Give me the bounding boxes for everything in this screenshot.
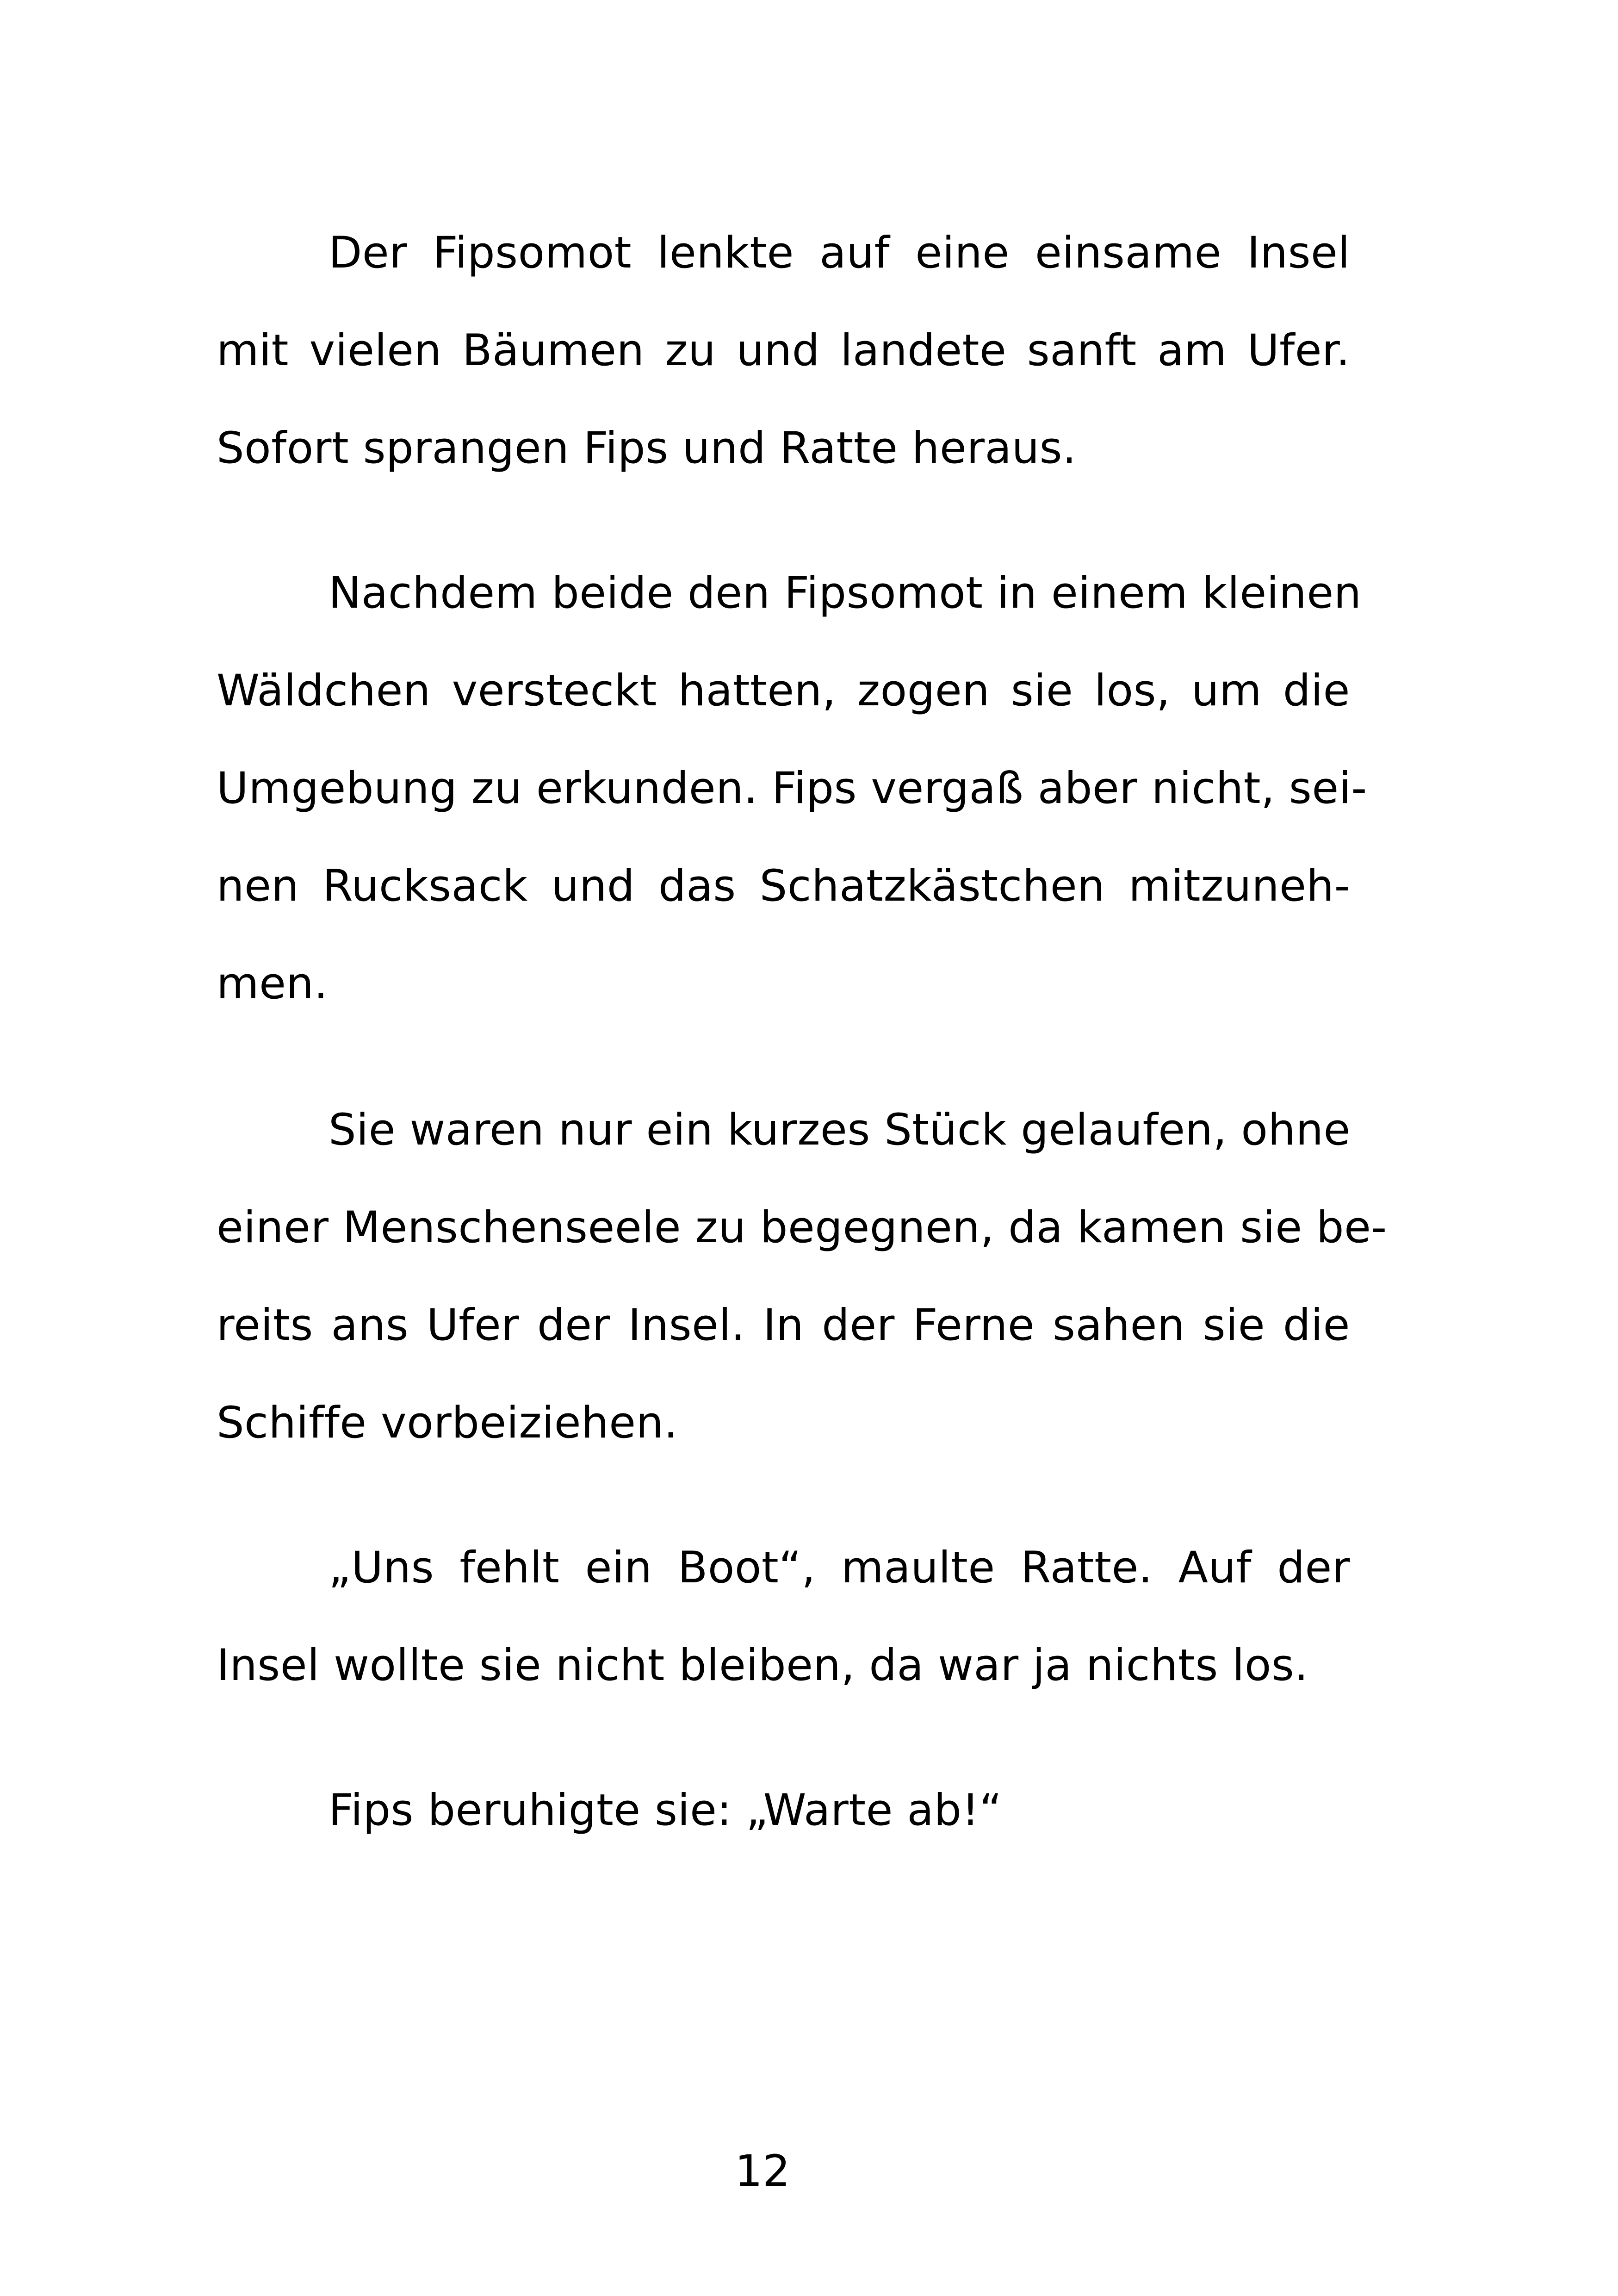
page-number: 12 <box>735 2146 790 2196</box>
paragraph-2-line-5: men. <box>217 958 328 1009</box>
paragraph-1-line-3: Sofort sprangen Fips und Ratte heraus. <box>217 423 1077 473</box>
paragraph-1-line-1: Der Fipsomot lenkte auf eine einsame Insel <box>329 228 1350 278</box>
paragraph-4-line-2: Insel wollte sie nicht bleiben, da war ja nichts los. <box>217 1640 1308 1691</box>
paragraph-1-line-2: mit vielen Bäumen zu und landete sanft am Ufer. <box>217 325 1350 376</box>
paragraph-2-line-1: Nachdem beide den Fipsomot in einem kleinen <box>329 568 1362 618</box>
paragraph-2-line-2: Wäldchen versteckt hatten, zogen sie los, um die <box>217 666 1350 716</box>
paragraph-3-line-1: Sie waren nur ein kurzes Stück gelaufen, ohne <box>329 1105 1351 1155</box>
paragraph-2-line-4: nen Rucksack und das Schatzkästchen mitzuneh- <box>217 861 1350 911</box>
paragraph-2-line-3: Umgebung zu erkunden. Fips vergaß aber nicht, sei- <box>217 763 1367 814</box>
paragraph-4-line-1: „Uns fehlt ein Boot“, maulte Ratte. Auf der <box>329 1543 1350 1593</box>
paragraph-3-line-2: einer Menschenseele zu begegnen, da kamen sie be- <box>217 1202 1387 1253</box>
paragraph-5-line-1: Fips beruhigte sie: „Warte ab!“ <box>329 1785 1002 1836</box>
paragraph-3-line-3: reits ans Ufer der Insel. In der Ferne sahen sie die <box>217 1300 1350 1350</box>
paragraph-3-line-4: Schiffe vorbeiziehen. <box>217 1398 678 1448</box>
